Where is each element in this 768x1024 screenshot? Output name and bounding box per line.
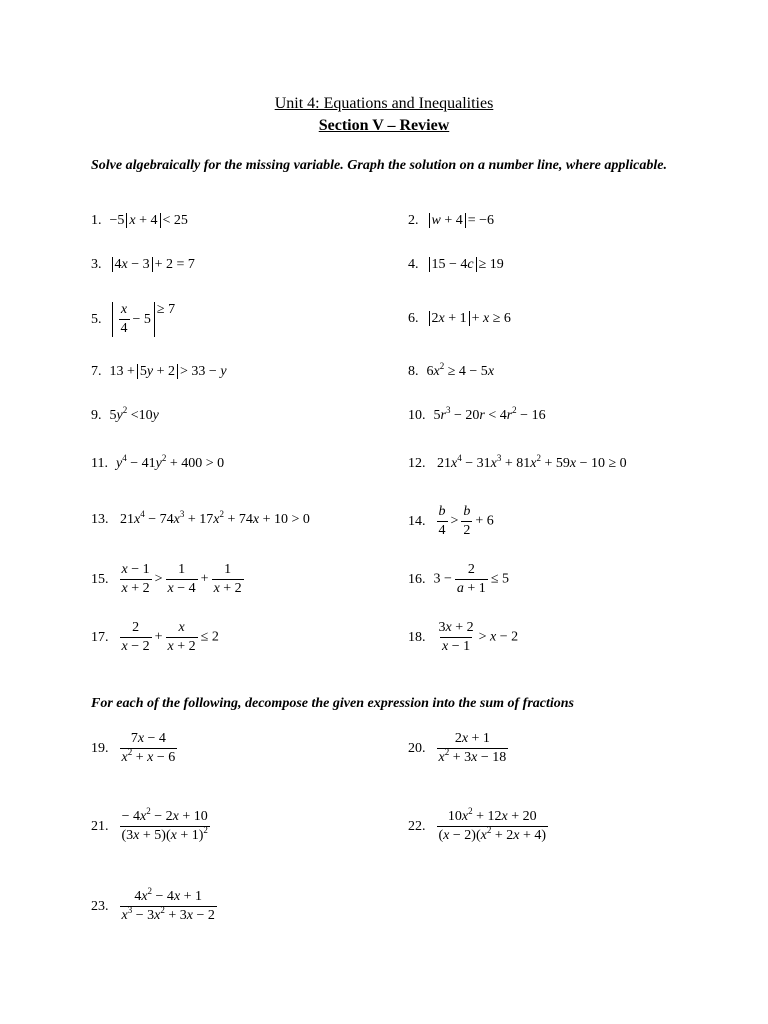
problem-8: 8. $6x^2 \ge 4 - 5x$ bbox=[408, 361, 495, 379]
instructions-decompose: For each of the following, decompose the given expression into the sum of fractions bbox=[91, 696, 575, 711]
problem-21: 21. $\frac{- 4x^2 - 2x + 10}{(3x + 5)(x + 1)^2}$ bbox=[91, 806, 208, 843]
problem-23: 23. $\frac{4x^2 - 4x + 1}{x^3 - 3x^2 + 3x - 2}$ bbox=[91, 886, 215, 923]
page-title: Unit 4: Equations and Inequalities bbox=[274, 95, 494, 112]
instructions-solve: Solve algebraically for the missing variable. Graph the solution on a number line, where applicable. bbox=[91, 158, 667, 173]
problem-2: 2. w + 4 = −6 bbox=[408, 213, 495, 228]
problem-18: 18. $\frac{3x + 2}{x - 1}$ > x − 2 bbox=[408, 620, 519, 654]
problem-19: 19. $\frac{7x - 4}{x^2 + x - 6}$ bbox=[91, 731, 176, 765]
problem-20: 20. $\frac{2x + 1}{x^2 + 3x - 18}$ bbox=[408, 731, 507, 765]
problem-17: 17. $\frac{2}{x - 2}$ + $\frac{x}{x + 2}$ ≤ 2 bbox=[91, 620, 219, 654]
problem-22: 22. $\frac{10x^2 + 12x + 20}{(x - 2)(x^2 + 2x + 4)}$ bbox=[408, 806, 547, 843]
problem-12: 12. $21x^4 - 31x^3 + 81x^2 + 59x - 10 \ge 0$ bbox=[408, 453, 627, 471]
problem-7: 7. 13 + 5y + 2 > 33 − y bbox=[91, 364, 227, 379]
problem-14: 14. $\frac{b}{4}$ > $\frac{b}{2}$ + 6 bbox=[408, 504, 494, 538]
problem-6: 6. 2x + 1 + x ≥ 6 bbox=[408, 311, 511, 326]
problem-16: 16. 3 − $\frac{2}{a + 1}$ ≤ 5 bbox=[408, 562, 509, 596]
problem-15: 15. $\frac{x - 1}{x + 2}$ > $\frac{1}{x - 4}$ + $\frac{1}{x + 2}$ bbox=[91, 562, 242, 596]
page-subtitle: Section V – Review bbox=[318, 117, 450, 134]
problem-5: 5. $\frac{x}{4}$ − 5≥ 7 bbox=[91, 302, 176, 336]
problem-10: 10. $5r^3 - 20r < 4r^2 - 16$ bbox=[408, 405, 546, 423]
problem-1: 1. −5 x + 4 < 25 bbox=[91, 213, 188, 228]
problem-9: 9. $5y^2 <10y$ bbox=[91, 405, 159, 423]
problem-13: 13. $21x^4 - 74x^3 + 17x^2 + 74x + 10 > 0$ bbox=[91, 509, 310, 527]
problem-11: 11. $y^4 - 41y^2 + 400 > 0$ bbox=[91, 453, 225, 471]
problem-3: 3. 4x − 3 + 2 = 7 bbox=[91, 257, 195, 272]
problem-4: 4. 15 − 4c ≥ 19 bbox=[408, 257, 504, 272]
